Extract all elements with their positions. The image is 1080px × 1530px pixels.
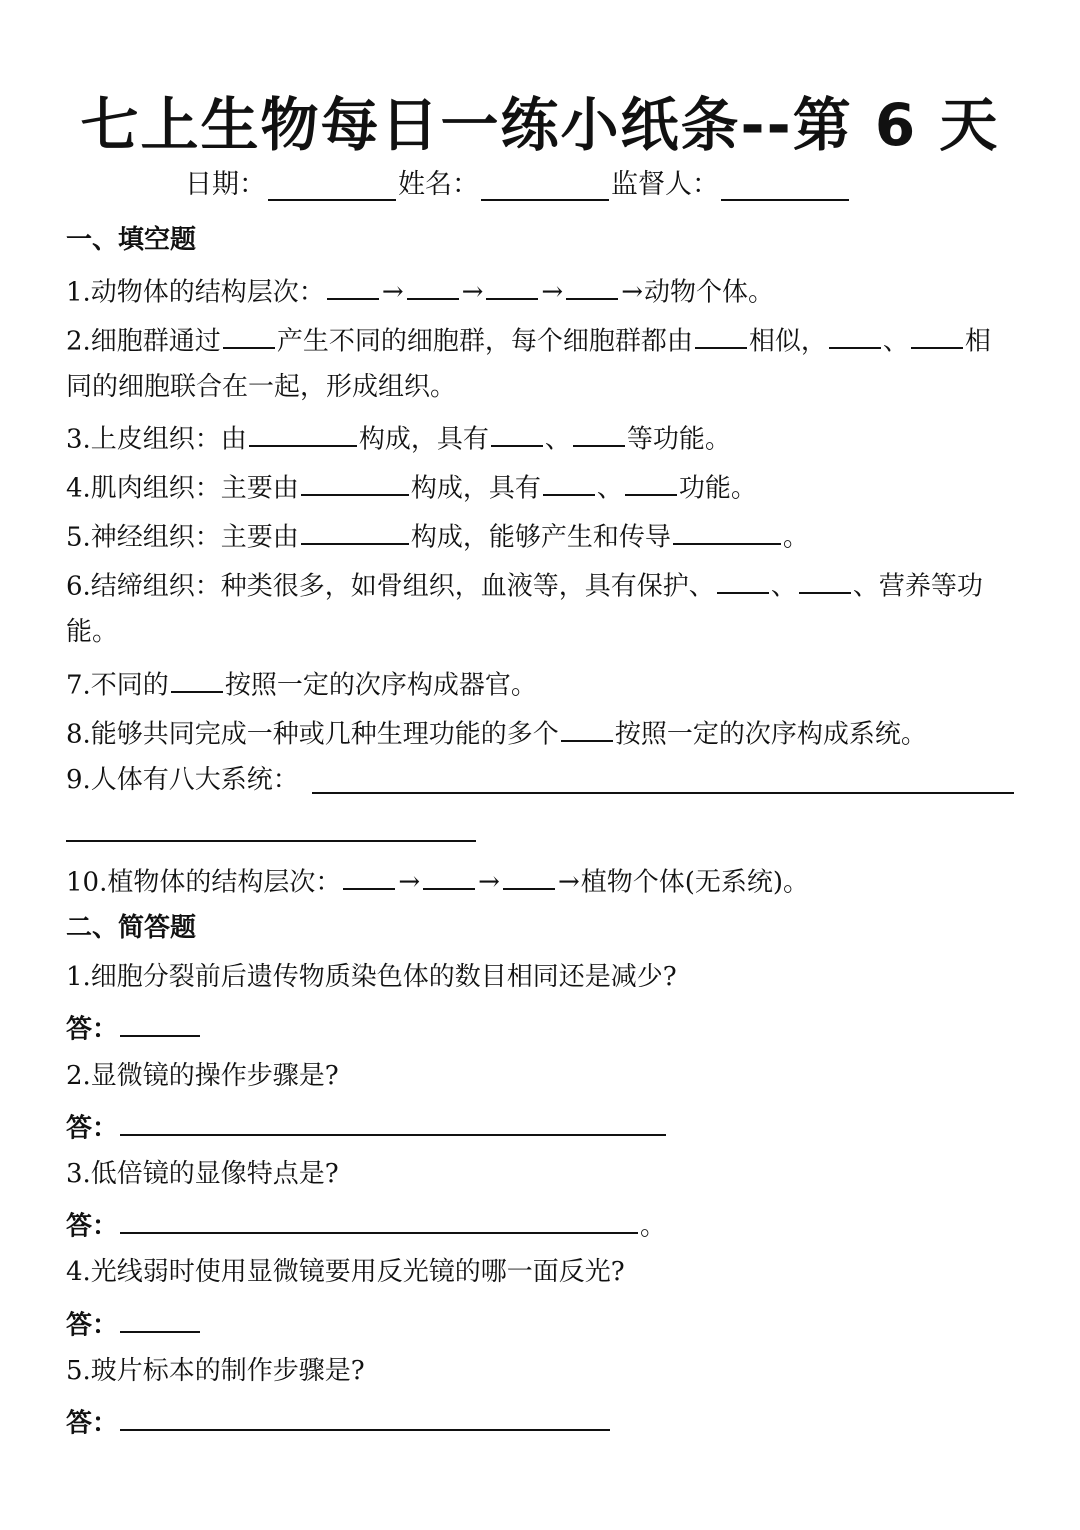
question-text: 构成，具有 bbox=[410, 473, 541, 504]
question-2 bbox=[66, 320, 991, 359]
answer-row-5 bbox=[66, 1402, 612, 1441]
question-10 bbox=[66, 861, 809, 900]
question-5 bbox=[66, 516, 809, 555]
answer-label: 答： bbox=[66, 1113, 119, 1144]
answer-line[interactable] bbox=[312, 792, 1014, 794]
question-9 bbox=[66, 762, 299, 798]
question-text: 动物个体。 bbox=[644, 277, 775, 308]
arrow-icon: → bbox=[557, 867, 580, 898]
blank[interactable] bbox=[503, 861, 555, 890]
arrow-icon: → bbox=[621, 277, 643, 308]
blank[interactable] bbox=[407, 271, 459, 300]
arrow-icon: → bbox=[381, 277, 404, 308]
section-heading-fill-blank: 一、填空题 bbox=[66, 225, 197, 255]
supervisor-label: 监督人： bbox=[611, 169, 719, 200]
question-text: 1.动物体的结构层次： bbox=[66, 277, 325, 308]
question-text: 、 bbox=[770, 571, 797, 602]
answer-line[interactable] bbox=[66, 840, 476, 842]
blank[interactable] bbox=[717, 565, 769, 594]
question-text: 3.上皮组织：由 bbox=[66, 424, 247, 455]
blank[interactable] bbox=[327, 271, 379, 300]
answer-line[interactable] bbox=[120, 1205, 638, 1234]
short-question-5: 5.玻片标本的制作步骤是? bbox=[66, 1356, 365, 1386]
question-text: 按照一定的次序构成器官。 bbox=[224, 670, 537, 701]
question-text: 7.不同的 bbox=[66, 670, 169, 701]
question-text: 。 bbox=[782, 522, 809, 553]
question-text: 10.植物体的结构层次： bbox=[66, 867, 342, 898]
section-heading-short-answer: 二、简答题 bbox=[66, 913, 197, 943]
blank[interactable] bbox=[301, 467, 409, 496]
answer-line[interactable] bbox=[120, 1402, 610, 1431]
answer-row-3 bbox=[66, 1205, 666, 1244]
blank[interactable] bbox=[673, 516, 781, 545]
blank[interactable] bbox=[543, 467, 595, 496]
answer-row-2 bbox=[66, 1107, 668, 1146]
answer-label: 答： bbox=[66, 1211, 119, 1242]
blank[interactable] bbox=[573, 418, 625, 447]
arrow-icon: → bbox=[541, 277, 564, 308]
blank[interactable] bbox=[486, 271, 538, 300]
question-3 bbox=[66, 418, 731, 457]
short-question-3: 3.低倍镜的显像特点是? bbox=[66, 1159, 339, 1189]
answer-row-1 bbox=[66, 1008, 202, 1047]
answer-label: 答： bbox=[66, 1014, 119, 1045]
question-6-continued: 能。 bbox=[66, 617, 119, 647]
question-text: 9.人体有八大系统： bbox=[66, 765, 299, 795]
blank[interactable] bbox=[829, 320, 881, 349]
blank[interactable] bbox=[223, 320, 275, 349]
question-text: 、营养等功 bbox=[852, 571, 983, 602]
arrow-icon: → bbox=[461, 277, 484, 308]
short-question-4: 4.光线弱时使用显微镜要用反光镜的哪一面反光? bbox=[66, 1257, 625, 1287]
name-field[interactable] bbox=[481, 171, 609, 201]
question-4 bbox=[66, 467, 757, 506]
question-text: 功能。 bbox=[678, 473, 757, 504]
period: 。 bbox=[640, 1211, 667, 1242]
blank[interactable] bbox=[171, 664, 223, 693]
name-label: 姓名： bbox=[398, 169, 479, 200]
question-6 bbox=[66, 565, 983, 604]
question-text: 8.能够共同完成一种或几种生理功能的多个 bbox=[66, 719, 559, 750]
question-text: 、 bbox=[882, 326, 909, 357]
arrow-icon: → bbox=[398, 867, 421, 898]
question-text: 相 bbox=[964, 326, 991, 357]
question-text: 等功能。 bbox=[626, 424, 731, 455]
short-question-1: 1.细胞分裂前后遗传物质染色体的数目相同还是减少? bbox=[66, 962, 677, 992]
question-7 bbox=[66, 664, 537, 703]
question-text: 、 bbox=[544, 424, 571, 455]
question-text: 6.结缔组织：种类很多，如骨组织，血液等，具有保护、 bbox=[66, 571, 715, 602]
question-text: 构成，具有 bbox=[358, 424, 489, 455]
answer-label: 答： bbox=[66, 1408, 119, 1439]
answer-line[interactable] bbox=[120, 1008, 200, 1037]
blank[interactable] bbox=[911, 320, 963, 349]
question-text: 4.肌肉组织：主要由 bbox=[66, 473, 299, 504]
blank[interactable] bbox=[625, 467, 677, 496]
question-text: 按照一定的次序构成系统。 bbox=[614, 719, 927, 750]
blank[interactable] bbox=[343, 861, 395, 890]
question-1 bbox=[66, 271, 774, 310]
answer-row-4 bbox=[66, 1304, 202, 1343]
arrow-icon: → bbox=[478, 867, 500, 898]
question-8 bbox=[66, 713, 927, 752]
question-text: 植物个体(无系统)。 bbox=[580, 867, 810, 898]
question-text: 构成，能够产生和传导 bbox=[410, 522, 671, 553]
answer-line[interactable] bbox=[120, 1107, 666, 1136]
date-field[interactable] bbox=[268, 171, 396, 201]
question-text: 相似， bbox=[748, 326, 827, 357]
question-text: 2.细胞群通过 bbox=[66, 326, 221, 357]
blank[interactable] bbox=[566, 271, 618, 300]
supervisor-field[interactable] bbox=[721, 171, 849, 201]
blank[interactable] bbox=[561, 713, 613, 742]
blank[interactable] bbox=[301, 516, 409, 545]
question-text: 、 bbox=[596, 473, 623, 504]
blank[interactable] bbox=[423, 861, 475, 890]
question-text: 5.神经组织：主要由 bbox=[66, 522, 299, 553]
blank[interactable] bbox=[799, 565, 851, 594]
blank[interactable] bbox=[249, 418, 357, 447]
date-label: 日期： bbox=[185, 169, 266, 200]
blank[interactable] bbox=[695, 320, 747, 349]
page-title: 七上生物每日一练小纸条--第 6 天 bbox=[80, 91, 1000, 159]
answer-label: 答： bbox=[66, 1310, 119, 1341]
answer-line[interactable] bbox=[120, 1304, 200, 1333]
blank[interactable] bbox=[491, 418, 543, 447]
question-text: 产生不同的细胞群，每个细胞群都由 bbox=[276, 326, 693, 357]
header-fields bbox=[185, 162, 851, 201]
short-question-2: 2.显微镜的操作步骤是? bbox=[66, 1061, 339, 1091]
question-2-continued: 同的细胞联合在一起，形成组织。 bbox=[66, 372, 457, 402]
